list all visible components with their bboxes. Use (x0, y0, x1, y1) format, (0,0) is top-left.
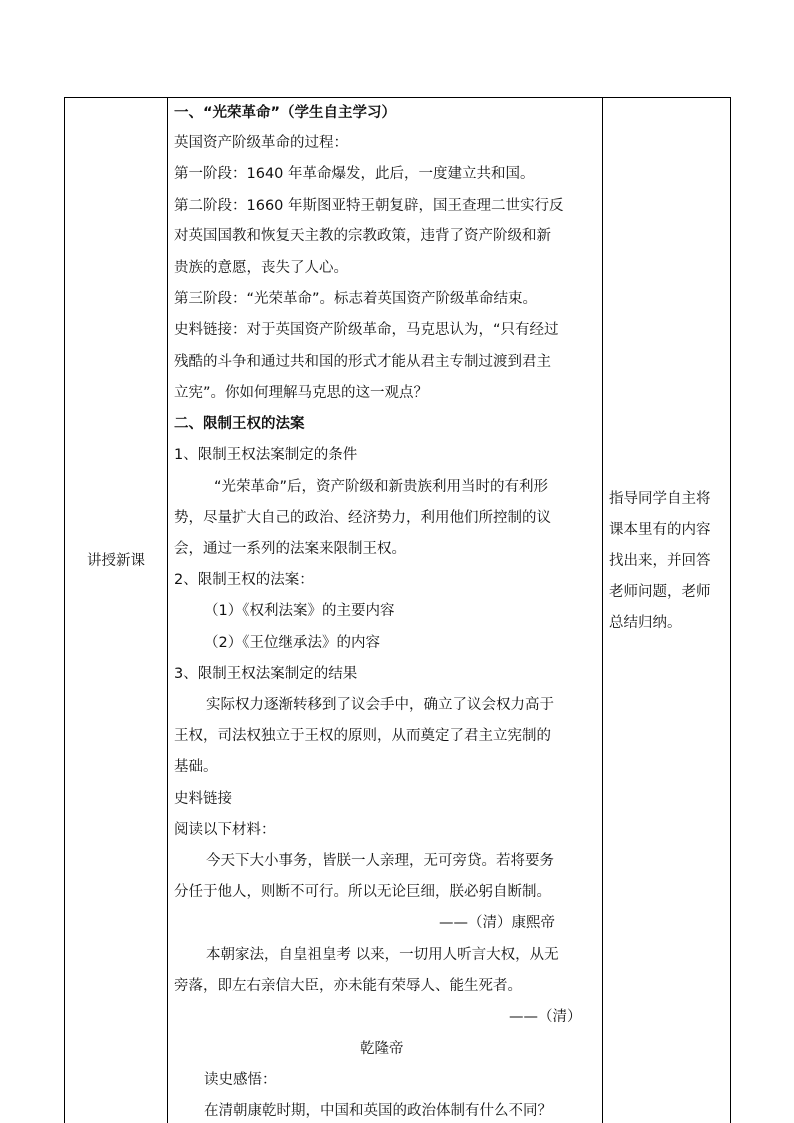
heading-glorious-revolution: 一、“光荣革命”（学生自主学习） (174, 105, 397, 121)
column-divider (167, 97, 168, 1123)
quote-line: 本朝家法，自皇祖皇考 以来，一切用人听言大权，从无 (206, 947, 559, 963)
content-line: 残酷的斗争和通过共和国的形式才能从君主专制过渡到君主 (174, 354, 551, 370)
heading-limit-royal-power: 二、限制王权的法案 (174, 416, 305, 432)
content-line: “光荣革命”后，资产阶级和新贵族利用当时的有利形 (214, 479, 549, 495)
content-line: （2）《王位继承法》的内容 (204, 635, 380, 651)
quote-line: 旁落，即左右亲信大臣，亦未能有荣辱人、能生死者。 (174, 978, 522, 994)
content-line: 在清朝康乾时期，中国和英国的政治体制有什么不同？ (204, 1103, 552, 1119)
content-line: 基础。 (174, 759, 218, 775)
guidance-line: 老师问题，老师 (609, 584, 711, 600)
content-line: 王权，司法权独立于王权的原则，从而奠定了君主立宪制的 (174, 728, 551, 744)
quote-attribution: ——（清） (509, 1009, 582, 1025)
section-label: 讲授新课 (87, 553, 145, 569)
content-line: 会，通过一系列的法案来限制王权。 (174, 541, 406, 557)
content-line: 2、限制王权的法案： (174, 572, 314, 588)
guidance-line: 总结归纳。 (609, 615, 682, 631)
left-cell (65, 98, 167, 1123)
content-line: 第二阶段：1660 年斯图亚特王朝复辟，国王查理二世实行反 (174, 198, 564, 214)
content-line: 实际权力逐渐转移到了议会手中，确立了议会权力高于 (206, 697, 554, 713)
content-line: 立宪”。你如何理解马克思的这一观点？ (174, 385, 429, 401)
right-cell (609, 484, 727, 639)
quote-line: 今天下大小事务，皆朕一人亲理，无可旁贷。若将要务 (206, 853, 554, 869)
column-divider (602, 97, 603, 1123)
content-line: 3、限制王权法案制定的结果 (174, 666, 358, 682)
content-line: 势，尽量扩大自己的政治、经济势力，利用他们所控制的议 (174, 510, 551, 526)
quote-attribution: ——（清）康熙帝 (439, 915, 555, 931)
content-line: 读史感悟： (204, 1072, 277, 1088)
guidance-line: 找出来，并回答 (609, 553, 711, 569)
content-line: 史料链接：对于英国资产阶级革命，马克思认为，“只有经过 (174, 322, 559, 338)
content-line: 贵族的意愿，丧失了人心。 (174, 260, 348, 276)
content-line: 1、限制王权法案制定的条件 (174, 447, 358, 463)
content-line: 英国资产阶级革命的过程： (174, 135, 348, 151)
content-line: 阅读以下材料： (174, 822, 276, 838)
content-line: 史料链接 (174, 791, 232, 807)
content-line: 第三阶段：“光荣革命”。标志着英国资产阶级革命结束。 (174, 291, 538, 307)
content-line: （1）《权利法案》的主要内容 (204, 603, 395, 619)
quote-line: 分任于他人，则断不可行。所以无论巨细，朕必躬自断制。 (174, 884, 551, 900)
content-line: 对英国国教和恢复天主教的宗教政策，违背了资产阶级和新 (174, 228, 551, 244)
guidance-line: 指导同学自主将 (609, 491, 711, 507)
quote-attribution: 乾隆帝 (360, 1041, 404, 1057)
content-line: 第一阶段：1640 年革命爆发，此后，一度建立共和国。 (174, 166, 535, 182)
guidance-line: 课本里有的内容 (609, 522, 711, 538)
